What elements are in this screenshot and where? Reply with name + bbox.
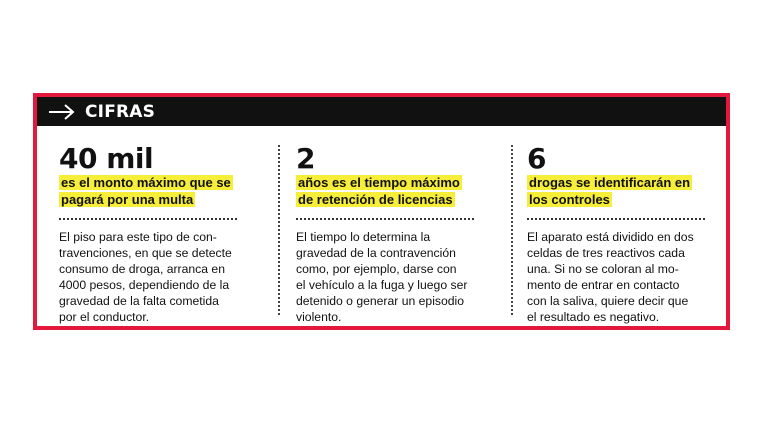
dotted-separator xyxy=(296,218,474,220)
dotted-separator xyxy=(527,218,705,220)
figure-headline: drogas se identificarán en los controles xyxy=(529,175,691,207)
figure-column-drugs xyxy=(527,142,707,325)
figure-description: El tiempo lo determina la gravedad de la contravención como, por ejemplo, darse con el vehículo a la fuga y luego ser detenido o generar un episodio violento. xyxy=(296,230,468,324)
figure-description: El piso para este tipo de con- travenciones, en que se detecte consumo de droga, arranca en 4000 pesos, dependiendo de la gravedad de la falta cometida por el conductor. xyxy=(59,230,232,324)
right-arrow-icon xyxy=(47,103,77,121)
infobox-header xyxy=(37,97,726,126)
figure-headline: años es el tiempo máximo de retención de licencias xyxy=(298,175,460,207)
column-divider xyxy=(278,145,280,315)
column-divider xyxy=(511,145,513,315)
figure-headline: es el monto máximo que se pagará por una multa xyxy=(61,175,231,207)
figure-number: 40 mil xyxy=(59,142,154,175)
figure-column-license xyxy=(296,142,476,325)
figure-description: El aparato está dividido en dos celdas de tres reactivos cada una. Si no se coloran al mo- mento de entrar en contacto con la saliva, quiere decir que el resultado es negativo. xyxy=(527,230,694,324)
dotted-separator xyxy=(59,218,237,220)
figure-number: 2 xyxy=(296,142,315,175)
figure-column-fine xyxy=(59,142,239,325)
figures-infobox xyxy=(33,93,730,330)
infobox-title: CIFRAS xyxy=(85,101,156,122)
figure-number: 6 xyxy=(527,142,546,175)
